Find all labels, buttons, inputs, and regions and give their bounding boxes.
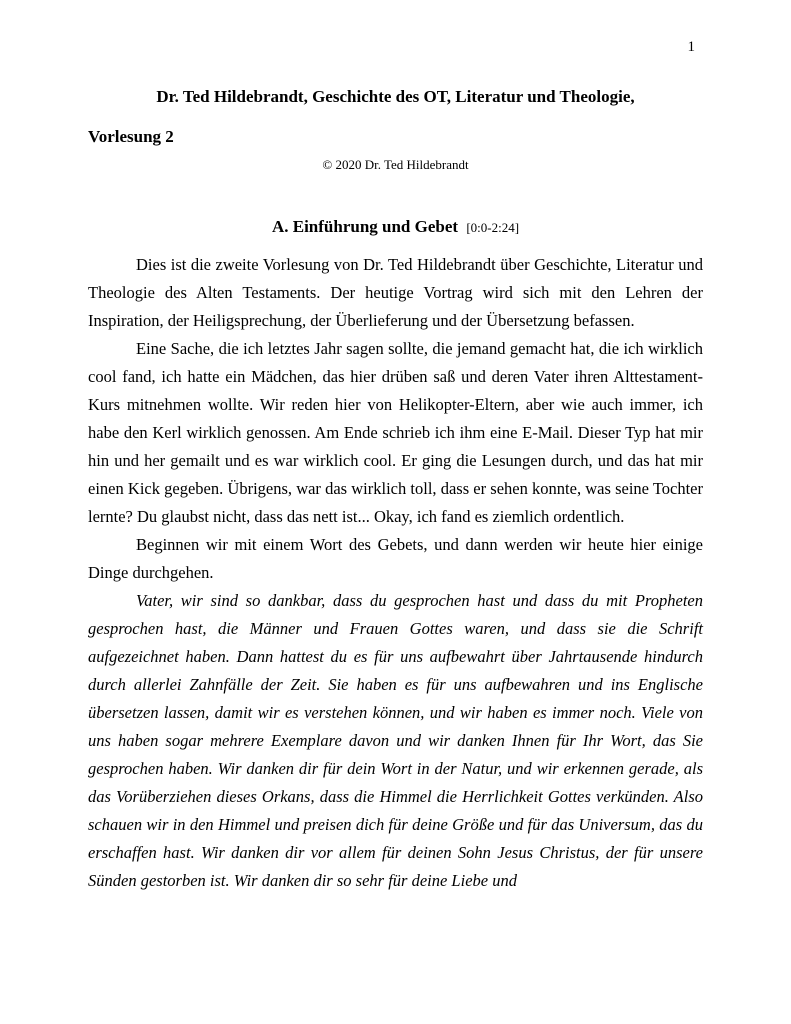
paragraph-intro: Dies ist die zweite Vorlesung von Dr. Ted Hildebrandt über Geschichte, Literatur und Theologie des Alten Testaments. Der heutige Vortrag wird sich mit den Lehren der Inspiration, der Heiligsprechung, der Überlieferung und der Übersetzung befassen. [88,255,703,330]
paragraph-prayer: Vater, wir sind so dankbar, dass du gesprochen hast und dass du mit Propheten gesprochen hast, die Männer und Frauen Gottes waren, und dass sie die Schrift aufgezeichnet haben. Dann hattest du es für uns aufbewahrt über Jahrtausende hindurch durch allerlei Zahnfälle der Zeit. Sie haben es für uns aufbewahren und ins Englische übersetzen lassen, damit wir es verstehen können, und wir haben es immer noch. Viele von uns haben sogar mehrere Exemplare davon und wir danken Ihnen für Ihr Wort, das Sie gesprochen haben. Wir danken dir für dein Wort in der Natur, und wir erkennen gerade, als das Vorüberziehen dieses Orkans, dass die Himmel die Herrlichkeit Gottes verkünden. Also schauen wir in den Himmel und preisen dich für deine Größe und für das Universum, das du erschaffen hast. Wir danken dir vor allem für deinen Sohn Jesus Christus, der für unsere Sünden gestorben ist. Wir danken dir so sehr für deine Liebe und [88,591,703,890]
paragraph-anecdote: Eine Sache, die ich letztes Jahr sagen sollte, die jemand gemacht hat, die ich wirklich cool fand, ich hatte ein Mädchen, das hier drüben saß und deren Vater ihren Alttestament-Kurs mitnehmen wollte. Wir reden hier von Helikopter-Eltern, aber wie auch immer, ich habe den Kerl wirklich genossen. Am Ende schrieb ich ihm eine E-Mail. Dieser Typ hat mir hin und her gemailt und es war wirklich cool. Er ging die Lesungen durch, und das hat mir einen Kick gegeben. Übrigens, war das wirklich toll, dass er sehen konnte, was seine Tochter lernte? Du glaubst nicht, dass das nett ist... Okay, ich fand es ziemlich ordentlich. [88,339,703,526]
document-title-line1: Dr. Ted Hildebrandt, Geschichte des OT, Literatur und Theologie, [156,87,635,106]
section-heading-text: A. Einführung und Gebet [271,217,459,236]
section-timestamp: [0:0-2:24] [466,220,520,235]
document-title-line2: Vorlesung 2 [88,127,174,146]
document-title [88,86,703,148]
document-body [88,251,703,895]
paragraph-transition: Beginnen wir mit einem Wort des Gebets, und dann werden wir heute hier einige Dinge durchgehen. [88,535,703,582]
copyright-line: © 2020 Dr. Ted Hildebrandt [322,157,469,172]
page-number: 1 [687,39,695,55]
section-heading [88,217,703,237]
